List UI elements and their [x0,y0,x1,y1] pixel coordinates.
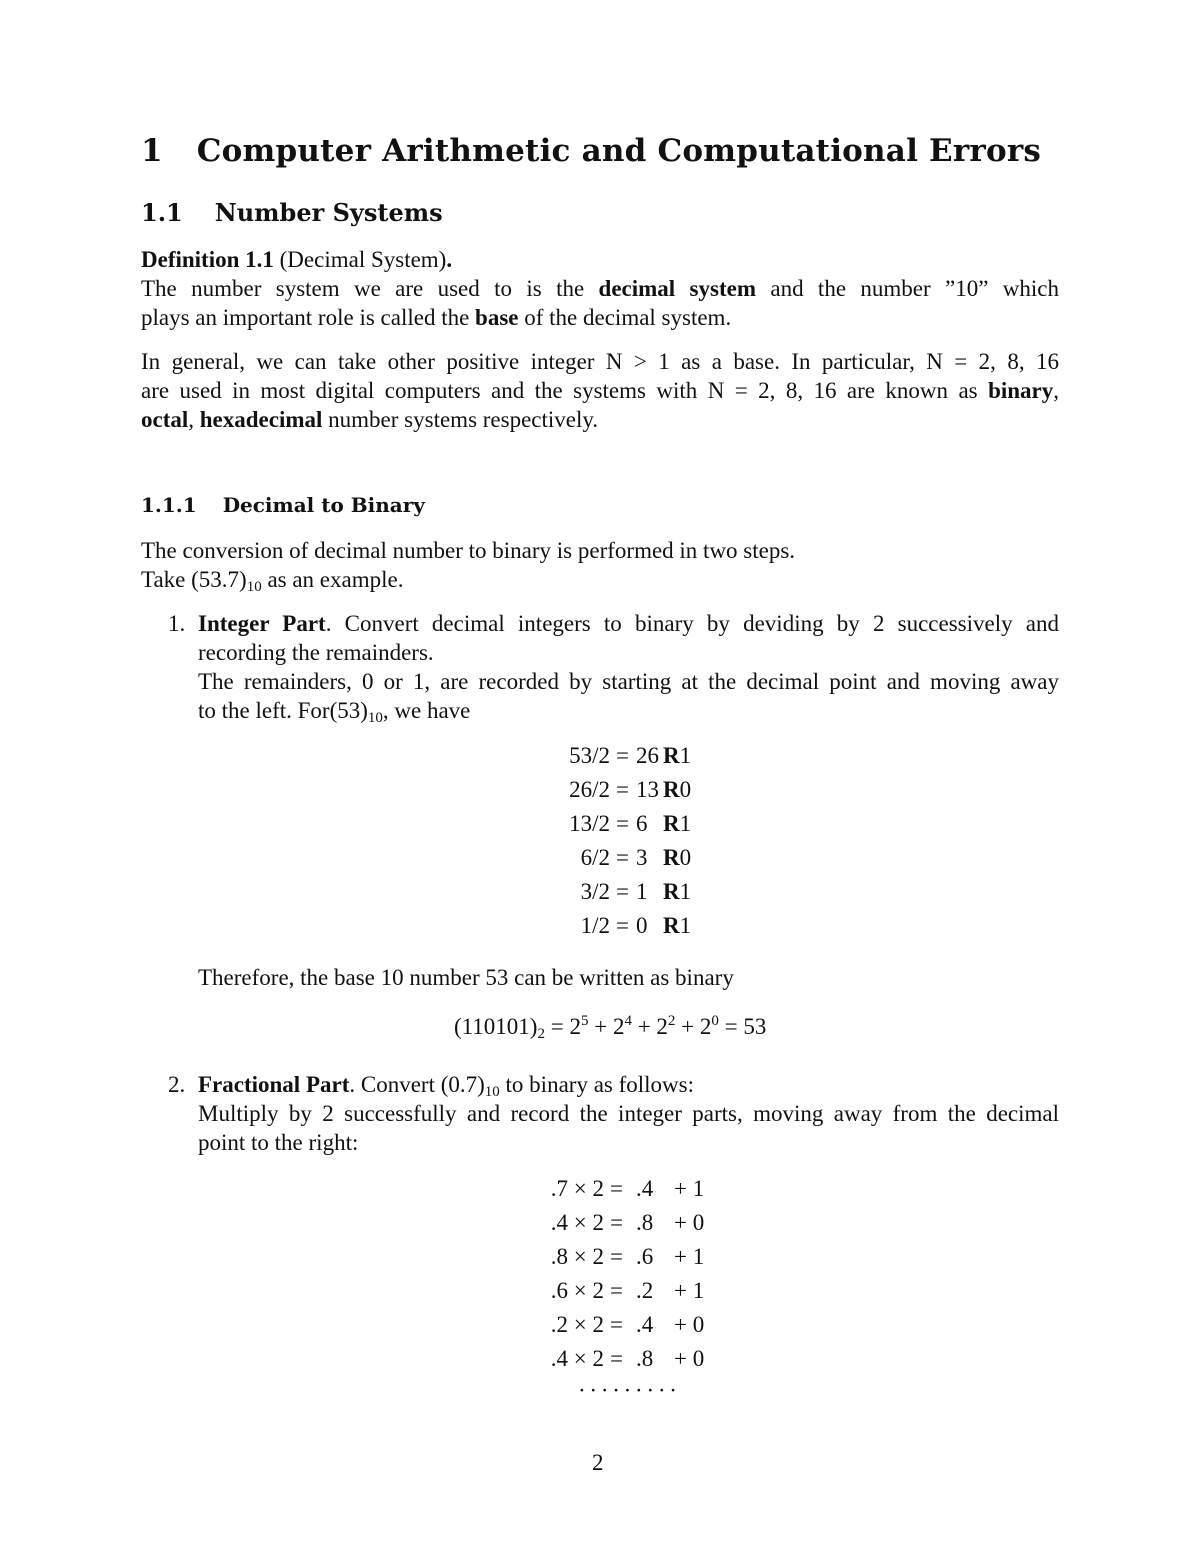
intro-paragraph [141,536,1059,594]
subsection-title: Number Systems [214,198,443,227]
item-1-line-2: recording the remainders. [198,640,434,665]
integer-part: + 0 [674,1210,705,1235]
subsubsection-title: Decimal to Binary [222,493,425,517]
equals-sign: = [610,1210,623,1235]
equals-sign: = [616,879,629,904]
equals-sign: = [610,1176,623,1201]
definition-block [141,245,1059,332]
definition-label: Definition 1.1 [141,247,274,272]
multiplication-result: .4 [636,1176,654,1201]
integer-part: + 1 [674,1244,705,1269]
equals-sign: = [616,811,629,836]
item-2-line-2: Multiply by 2 successfully and record the integer parts, moving away from the decimal [198,1101,1059,1126]
equals-sign: = [616,845,629,870]
integer-part: + 0 [674,1346,705,1371]
division-quotient: 1 [636,879,648,904]
item-2-marker: 2. [168,1072,186,1097]
integer-part: + 0 [674,1312,705,1337]
integer-part: + 1 [674,1278,705,1303]
definition-heading: Definition 1.1 (Decimal System). [141,247,453,272]
division-lhs: 53/2 [569,743,610,768]
division-quotient: 26 [636,743,659,768]
item-1-marker: 1. [168,611,186,636]
item-2-line-3: point to the right: [198,1130,359,1155]
division-lhs: 3/2 [580,879,610,904]
definition-name: (Decimal System) [279,247,447,272]
division-lhs: 26/2 [569,777,610,802]
page-number: 2 [592,1450,604,1475]
section-number: 1 [141,133,163,169]
item-2-label: Fractional Part [198,1072,350,1097]
general-line-3: octal, hexadecimal number systems respectively. [141,407,599,432]
equation-result: 53 [743,1014,767,1039]
subsubsection-heading [141,493,425,517]
integer-part: + 1 [674,1176,705,1201]
multiplication-lhs: .4 × 2 [550,1346,604,1371]
item-1-line-4: to the left. $For(53)_{10}$, we have [198,698,471,726]
multiplication-lhs: .2 × 2 [550,1312,604,1337]
ellipsis: · · · · · · · · · [578,1378,676,1403]
intro-line-1: The conversion of decimal number to binary is performed in two steps. [141,538,796,563]
equals-sign: = [610,1278,623,1303]
equals-sign: = [616,777,629,802]
section-heading [141,133,1041,169]
binary-equation: $(110101)_2 = 2^5 + 2^4 + 2^2 + 2^0 = 53$ [454,1013,767,1042]
general-line-1: In general, we can take other positive integer N > 1 as a base. In particular, N = 2, 8, 16 [141,349,1059,374]
multiplication-lhs: .4 × 2 [550,1210,604,1235]
subsubsection-number: 1.1.1 [141,493,197,517]
division-remainder: R1 [663,743,692,768]
division-lhs: 1/2 [580,913,610,938]
equals-sign: = [610,1312,623,1337]
multiplication-result: .8 [636,1210,654,1235]
equals-sign: = [616,743,629,768]
division-quotient: 6 [636,811,648,836]
multiplication-result: .2 [636,1278,654,1303]
item-2-line-1: Fractional Part. Convert $(0.7)_{10}$ to binary as follows: [198,1072,694,1100]
subsection-number: 1.1 [141,198,183,227]
multiplication-lhs: .8 × 2 [550,1244,604,1269]
division-remainder: R0 [663,777,692,802]
equation-lhs: (110101) [454,1014,538,1039]
division-remainder: R1 [663,811,692,836]
subsection-heading [141,198,443,227]
division-remainder: R0 [663,845,692,870]
item-1-line-3: The remainders, 0 or 1, are recorded by starting at the decimal point and moving away [198,669,1059,694]
division-lhs: 13/2 [569,811,610,836]
item-2-text [198,1070,1059,1157]
item-1-text [198,609,1059,725]
multiplication-result: .8 [636,1346,654,1371]
section-title: Computer Arithmetic and Computational Errors [196,133,1042,169]
division-quotient: 13 [636,777,659,802]
division-lhs: 6/2 [580,845,610,870]
definition-line-1: The number system we are used to is the decimal system and the number ”10” which [141,276,1059,301]
item-1-conclusion: Therefore, the base 10 number 53 can be written as binary [198,965,734,990]
general-paragraph [141,347,1059,434]
multiplication-result: .4 [636,1312,654,1337]
equals-sign: = [616,913,629,938]
intro-line-2: Take $(53.7)_{10}$ as an example. [141,567,404,595]
multiplication-lhs: .7 × 2 [550,1176,604,1201]
multiplication-result: .6 [636,1244,654,1269]
equals-sign: = [610,1346,623,1371]
item-1-line-1: Integer Part. Convert decimal integers to binary by deviding by 2 successively and [198,611,1060,636]
division-remainder: R1 [663,913,692,938]
definition-line-2: plays an important role is called the base of the decimal system. [141,305,732,330]
general-line-2: are used in most digital computers and the systems with N = 2, 8, 16 are known as binary, [141,378,1059,403]
multiplication-lhs: .6 × 2 [550,1278,604,1303]
division-quotient: 0 [636,913,648,938]
division-remainder: R1 [663,879,692,904]
division-quotient: 3 [636,845,648,870]
equals-sign: = [610,1244,623,1269]
item-1-label: Integer Part [198,611,326,636]
